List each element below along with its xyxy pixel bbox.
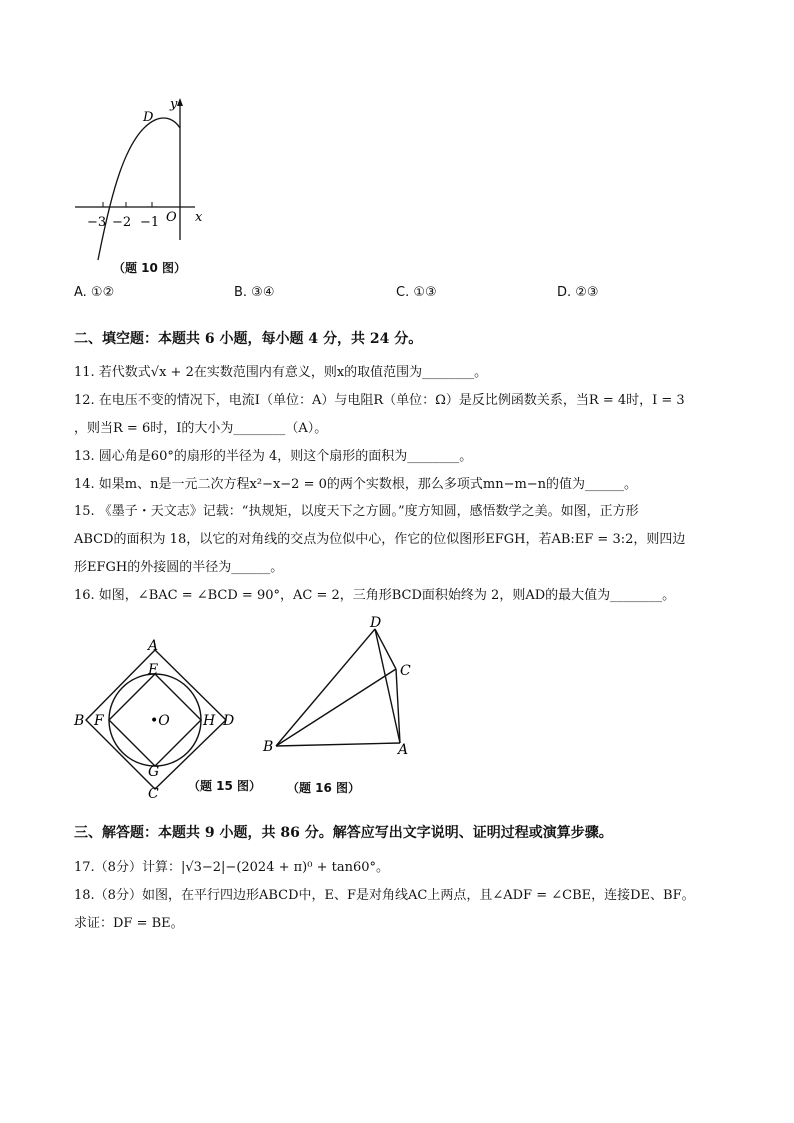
label-D: D	[370, 615, 382, 631]
choice-b[interactable]: B. ③④	[234, 285, 275, 300]
question-16: 16. 如图，∠BAC = ∠BCD = 90°，AC = 2，三角形BCD面积始终为 2，则AD的最大值为________。	[74, 588, 676, 603]
question-12-line2: ，则当R = 6时，I的大小为________（A）。	[74, 421, 328, 436]
parabola-curve	[98, 118, 180, 260]
label-O: •O	[150, 713, 170, 729]
figure-15-caption: （题 15 图）	[188, 779, 262, 793]
choice-a[interactable]: A. ①②	[74, 285, 115, 300]
label-y: y	[170, 97, 178, 112]
question-18-line2: 求证：DF = BE。	[74, 916, 184, 931]
label-x: x	[195, 210, 203, 225]
label-D: D	[143, 110, 154, 125]
section-3-heading: 三、解答题：本题共 9 小题，共 86 分。解答应写出文字说明、证明过程或演算步骤。	[74, 825, 613, 841]
label-G: G	[148, 764, 160, 780]
question-11: 11. 若代数式√x + 2在实数范围内有意义，则x的取值范围为________。	[74, 365, 488, 380]
question-15-line2: ABCD的面积为 18，以它的对角线的交点为位似中心，作它的位似图形EFGH，若AB:EF = 3:2，则四边	[74, 532, 686, 547]
figure-16-caption: （题 16 图）	[287, 781, 361, 795]
label-O: O	[166, 210, 177, 225]
figure-10-caption: （题 10 图）	[113, 261, 187, 275]
label-D: D	[223, 713, 235, 729]
figure-10	[70, 94, 220, 264]
question-15-line1: 15. 《墨子・天文志》记载：“执规矩，以度天下之方圆。”度方知圆，感悟数学之美。如图，正方形	[74, 504, 639, 519]
label-A: A	[148, 638, 159, 654]
label-minus3: −3	[87, 215, 107, 230]
segment-BA	[276, 743, 400, 746]
label-C: C	[400, 663, 411, 679]
label-B: B	[74, 713, 85, 729]
figure-16	[258, 612, 428, 760]
label-C: C	[148, 786, 159, 801]
question-17: 17.（8分）计算：|√3−2|−(2024 + π)⁰ + tan60°。	[74, 860, 390, 875]
choice-d[interactable]: D. ②③	[557, 285, 599, 300]
label-H: H	[203, 713, 216, 729]
choice-c[interactable]: C. ①③	[396, 285, 437, 300]
label-minus1: −1	[140, 215, 160, 230]
label-minus2: −2	[112, 215, 132, 230]
segment-DC	[375, 629, 396, 669]
question-12-line1: 12. 在电压不变的情况下，电流I（单位：A）与电阻R（单位：Ω）是反比例函数关系，当R = 4时，I = 3	[74, 393, 685, 408]
section-2-heading: 二、填空题：本题共 6 小题，每小题 4 分，共 24 分。	[74, 331, 423, 347]
question-13: 13. 圆心角是60°的扇形的半径为 4，则这个扇形的面积为________。	[74, 449, 473, 464]
label-A: A	[398, 742, 409, 758]
segment-BC	[276, 669, 396, 746]
label-F: F	[94, 713, 104, 729]
label-B: B	[263, 739, 274, 755]
label-E: E	[148, 662, 159, 678]
question-15-line3: 形EFGH的外接圆的半径为______。	[74, 560, 284, 575]
question-14: 14. 如果m、n是一元二次方程x²−x−2 = 0的两个实数根，那么多项式mn−m−n的值为______。	[74, 477, 638, 492]
question-18-line1: 18.（8分）如图，在平行四边形ABCD中，E、F是对角线AC上两点，且∠ADF = ∠CBE，连接DE、BF。	[74, 888, 695, 903]
y-axis-arrow	[177, 98, 183, 106]
segment-BD	[276, 629, 375, 746]
